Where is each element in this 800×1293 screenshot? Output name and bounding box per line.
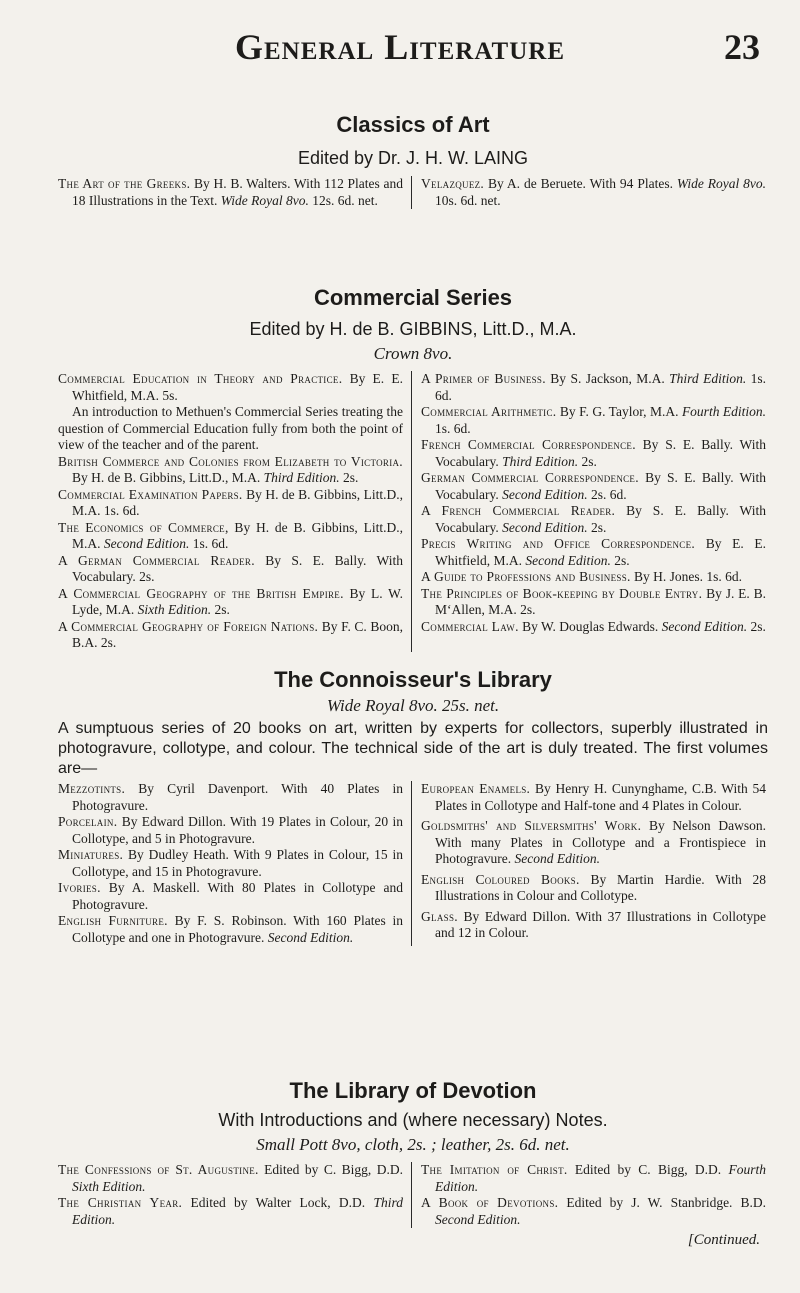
list-item: A French Commercial Reader. By S. E. Bally. With Vocabulary. Second Edition. 2s. [421,503,766,535]
list-item: Commercial Examination Papers. By H. de B. Gibbins, Litt.D., M.A. 1s. 6d. [58,486,403,518]
list-item: Commercial Arithmetic. By F. G. Taylor, M.A. Fourth Edition. 1s. 6d. [421,404,767,436]
list-item: Ivories. By A. Maskell. With 80 Plates in Collotype and Photogravure. [58,880,403,912]
right-column [411,1162,766,1228]
section-intro: A sumptuous series of 20 books on art, written by experts for collectors, superbly illustrated in photogravure, collotype, and colour. The technical side of the art is duly treated. The first volumes are— [58,720,768,777]
right-column [411,176,766,209]
list-item: A Guide to Professions and Business. By H. Jones. 1s. 6d. [421,569,743,584]
list-item: The Confessions of St. Augustine. Edited by C. Bigg, D.D. Sixth Edition. [58,1162,403,1194]
devotion-section [58,1078,768,1228]
entry-note: An introduction to Methuen's Commercial Series treating the question of Commercial Education fully from both the point of view of the teacher and of the parent. [58,404,403,452]
list-item: Velazquez. By A. de Beruete. With 94 Plates. Wide Royal 8vo. 10s. 6d. net. [421,176,766,208]
left-column [58,781,411,946]
section-editor: Edited by H. de B. GIBBINS, Litt.D., M.A. [249,319,577,339]
section-title: Classics of Art [336,112,490,137]
list-item: The Imitation of Christ. Edited by C. Bigg, D.D. Fourth Edition. [421,1162,766,1194]
section-format: Crown 8vo. [373,344,453,363]
list-item: English Coloured Books. By Martin Hardie. With 28 Illustrations in Colour and Collotype. [421,871,767,903]
list-item: English Furniture. By F. S. Robinson. With 160 Plates in Collotype and one in Photogravure. Second Edition. [58,913,403,945]
running-head [0,26,800,76]
left-column [58,176,411,209]
section-format: Small Pott 8vo, cloth, 2s. ; leather, 2s. 6d. net. [256,1135,570,1154]
right-column [411,781,766,946]
list-item: Precis Writing and Office Correspondence. By E. E. Whitfield, M.A. Second Edition. 2s. [421,536,767,568]
list-item: Goldsmiths' and Silversmiths' Work. By Nelson Dawson. With many Plates in Collotype and a Frontispiece in Photogravure. Second Edition. [421,818,766,866]
section-format: Wide Royal 8vo. 25s. net. [326,696,500,715]
running-title: General Literature [235,27,565,67]
list-item: The Christian Year. Edited by Walter Lock, D.D. Third Edition. [58,1195,403,1227]
list-item: Glass. By Edward Dillon. With 37 Illustrations in Collotype and 12 in Colour. [421,908,766,940]
continued-note: [Continued. [687,1232,760,1248]
section-editor: Edited by Dr. J. H. W. LAING [297,148,529,168]
list-item: A Commercial Geography of Foreign Nations. By F. C. Boon, B.A. 2s. [58,618,403,650]
right-column [411,371,766,652]
commercial-section [58,285,768,652]
list-item: German Commercial Correspondence. By S. E. Bally. With Vocabulary. Second Edition. 2s. 6d. [421,470,767,502]
section-subtitle: With Introductions and (where necessary) Notes. [218,1110,608,1130]
list-item: A Commercial Geography of the British Empire. By L. W. Lyde, M.A. Sixth Edition. 2s. [58,585,403,617]
list-item: British Commerce and Colonies from Elizabeth to Victoria. By H. de B. Gibbins, Litt.D., M.A. Third Edition. 2s. [58,453,403,485]
two-column-list [58,1162,768,1228]
list-item: Commercial Education in Theory and Practice. By E. E. Whitfield, M.A. 5s. [58,371,403,403]
two-column-list [58,176,768,209]
two-column-list [58,371,768,652]
list-item: French Commercial Correspondence. By S. E. Bally. With Vocabulary. Third Edition. 2s. [421,437,766,469]
list-item: The Economics of Commerce, By H. de B. Gibbins, Litt.D., M.A. Second Edition. 1s. 6d. [58,519,403,551]
list-item: The Principles of Book-keeping by Double Entry. By J. E. B. M‘Allen, M.A. 2s. [421,585,766,617]
section-title: The Connoisseur's Library [274,667,552,692]
connoisseur-section [58,667,768,946]
section-title: The Library of Devotion [289,1078,537,1103]
section-title: Commercial Series [313,285,513,310]
left-column [58,371,411,652]
page-number: 23 [724,27,760,67]
list-item: Miniatures. By Dudley Heath. With 9 Plates in Colour, 15 in Collotype, and 15 in Photogravure. [58,847,403,879]
list-item: The Art of the Greeks. By H. B. Walters. With 112 Plates and 18 Illustrations in the Text. Wide Royal 8vo. 12s. 6d. net. [58,176,403,208]
list-item: A Primer of Business. By S. Jackson, M.A. Third Edition. 1s. 6d. [421,371,766,403]
list-item: European Enamels. By Henry H. Cunynghame, C.B. With 54 Plates in Collotype and Half-tone and 4 Plates in Colour. [421,781,766,813]
two-column-list [58,781,768,946]
classics-section [58,112,768,209]
left-column [58,1162,411,1228]
list-item: A German Commercial Reader. By S. E. Bally. With Vocabulary. 2s. [58,552,403,584]
list-item: Mezzotints. By Cyril Davenport. With 40 Plates in Photogravure. [58,781,403,813]
list-item: A Book of Devotions. Edited by J. W. Stanbridge. B.D. Second Edition. [421,1195,766,1227]
list-item: Porcelain. By Edward Dillon. With 19 Plates in Colour, 20 in Collotype, and 5 in Photogravure. [58,814,403,846]
list-item: Commercial Law. By W. Douglas Edwards. Second Edition. 2s. [421,618,766,634]
